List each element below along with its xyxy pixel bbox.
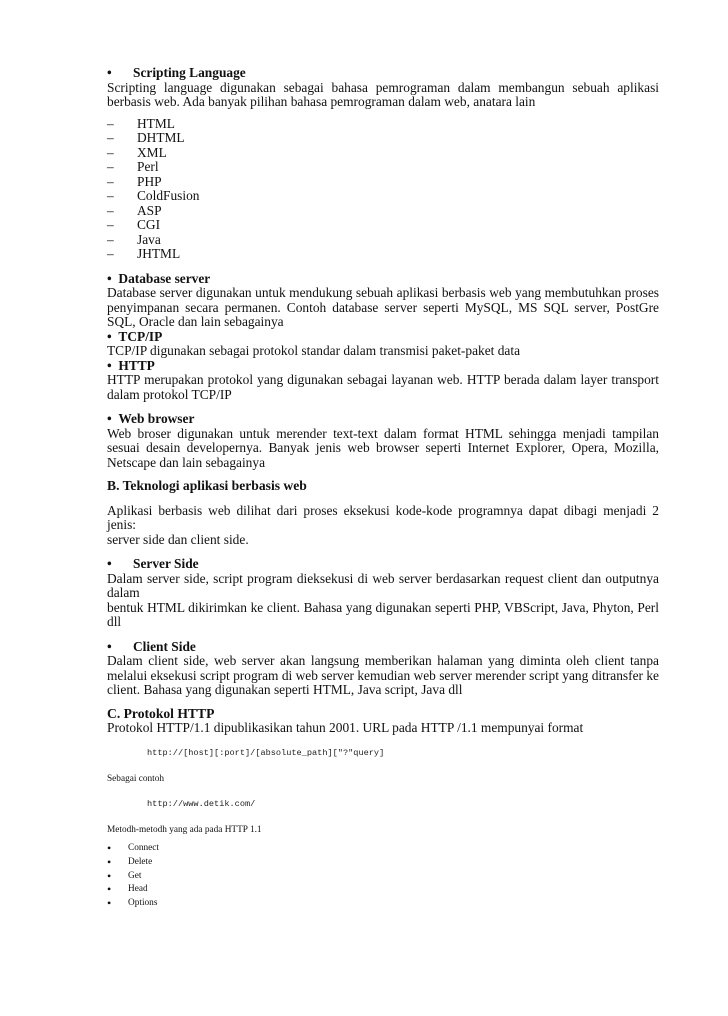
list-item — [107, 870, 659, 884]
url-format-code: http://[host][:port]/[absolute_path]["?"query] — [147, 747, 385, 758]
paragraph-section-c: Protokol HTTP/1.1 dipublikasikan tahun 2001. URL pada HTTP /1.1 mempunyai format — [107, 720, 584, 735]
bullet: • — [107, 638, 112, 654]
paragraph-server-side-2: bentuk HTML dikirimkan ke client. Bahasa yang digunakan seperti PHP, VBScript, Java, Phyton, Perl dll — [107, 599, 659, 629]
bullet: • — [107, 556, 112, 571]
list-item — [107, 856, 659, 870]
list-item-label: DHTML — [137, 130, 185, 145]
heading-text: HTTP — [118, 357, 155, 373]
section-heading-web-browser — [107, 412, 659, 427]
list-item-label: XML — [137, 144, 167, 160]
paragraph-scripting-language: Scripting language digunakan sebagai bahasa pemrograman dalam membangun sebuah aplikasi berbasis web. Ada banyak pilihan bahasa pemrograman dalam web, anatara lain — [107, 79, 659, 109]
language-list — [107, 117, 659, 262]
paragraph-tcpip: TCP/IP digunakan sebagai protokol standar dalam transmisi paket-paket data — [107, 343, 521, 358]
list-item-label: CGI — [137, 217, 161, 232]
list-item — [107, 175, 659, 190]
section-heading-client-side — [107, 640, 659, 655]
dash-marker: – — [107, 246, 114, 261]
dash-marker: – — [107, 159, 114, 174]
method-label: Delete — [128, 856, 153, 867]
bullet: • — [107, 65, 112, 80]
list-item — [107, 160, 659, 175]
list-item-label: Perl — [137, 159, 159, 174]
list-item-label: Java — [137, 231, 161, 247]
section-b-heading: B. Teknologi aplikasi berbasis web — [107, 478, 307, 493]
paragraph-server-side-1: Dalam server side, script program dieksekusi di web server berdasarkan request client dan outputnya dalam — [107, 570, 659, 600]
bullet: • — [107, 328, 112, 344]
list-item — [107, 146, 659, 161]
heading-text: Server Side — [133, 556, 199, 571]
list-item — [107, 131, 659, 146]
dash-marker: – — [107, 115, 114, 131]
method-label: Connect — [128, 843, 159, 854]
bullet-marker: • — [107, 854, 112, 869]
http-method-list — [107, 842, 659, 911]
paragraph-database-server: Database server digunakan untuk mendukung sebuah aplikasi berbasis web yang membutuhkan proses penyimpanan secara permanen. Contoh database server seperti MySQL, MS SQL server, PostGre SQL, Oracle dan lain sebagainya — [107, 285, 659, 329]
paragraph-http: HTTP merupakan protokol yang digunakan sebagai layanan web. HTTP berada dalam layer transport dalam protokol TCP/IP — [107, 372, 659, 402]
list-item-label: JHTML — [137, 246, 181, 261]
bullet-marker: • — [107, 896, 112, 911]
dash-marker: – — [107, 130, 114, 145]
list-item — [107, 189, 659, 204]
list-item — [107, 204, 659, 219]
bullet-marker: • — [107, 882, 112, 897]
methods-label: Metodh-metodh yang ada pada HTTP 1.1 — [107, 825, 262, 836]
section-heading-server-side — [107, 557, 659, 572]
list-item-label: ColdFusion — [137, 188, 200, 203]
paragraph-section-b-1: Aplikasi berbasis web dilihat dari proses eksekusi kode-kode programnya dapat dibagi menjadi 2 jenis: — [107, 502, 659, 532]
bullet-marker: • — [107, 841, 112, 856]
paragraph-web-browser: Web broser digunakan untuk merender text-text dalam format HTML sehingga menjadi tampilan sesuai desain developernya. Banyak jenis web browser seperti Internet Explorer, Opera, Mozilla, Netscape dan lain sebagainya — [107, 425, 659, 470]
dash-marker: – — [107, 202, 114, 218]
method-label: Options — [128, 898, 158, 909]
list-item-label: HTML — [137, 115, 175, 131]
heading-text: Web browser — [118, 411, 195, 426]
dash-marker: – — [107, 217, 114, 232]
method-label: Head — [128, 884, 148, 895]
bullet: • — [107, 357, 112, 373]
paragraph-section-b-2: server side dan client side. — [107, 531, 249, 547]
bullet: • — [107, 411, 112, 426]
heading-text: Client Side — [133, 638, 196, 654]
heading-text: Database server — [118, 270, 211, 286]
section-heading-scripting-language — [107, 66, 659, 81]
dash-marker: – — [107, 144, 114, 160]
section-c-heading: C. Protokol HTTP — [107, 705, 215, 721]
dash-marker: – — [107, 173, 114, 189]
list-item — [107, 883, 659, 897]
document-page — [107, 66, 659, 911]
section-heading-database-server — [107, 272, 659, 287]
heading-text: TCP/IP — [118, 328, 163, 344]
dash-marker: – — [107, 231, 114, 247]
list-item-label: PHP — [137, 173, 162, 189]
list-item — [107, 117, 659, 132]
dash-marker: – — [107, 188, 114, 203]
method-label: Get — [128, 870, 142, 881]
example-label: Sebagai contoh — [107, 774, 165, 784]
section-heading-tcpip — [107, 330, 659, 345]
list-item — [107, 897, 659, 911]
bullet: • — [107, 270, 112, 286]
paragraph-client-side: Dalam client side, web server akan langsung memberikan halaman yang diminta oleh client tanpa melalui eksekusi script program di web server kemudian web server merender script yang ditransfer ke client. Bahasa yang digunakan seperti HTML, Java script, Java dll — [107, 653, 659, 697]
heading-text: Scripting Language — [133, 65, 246, 80]
list-item — [107, 247, 659, 262]
section-heading-http — [107, 359, 659, 374]
list-item — [107, 233, 659, 248]
bullet-marker: • — [107, 868, 112, 883]
list-item — [107, 842, 659, 856]
list-item — [107, 218, 659, 233]
example-url-code: http://www.detik.com/ — [147, 798, 256, 809]
list-item-label: ASP — [137, 202, 162, 218]
